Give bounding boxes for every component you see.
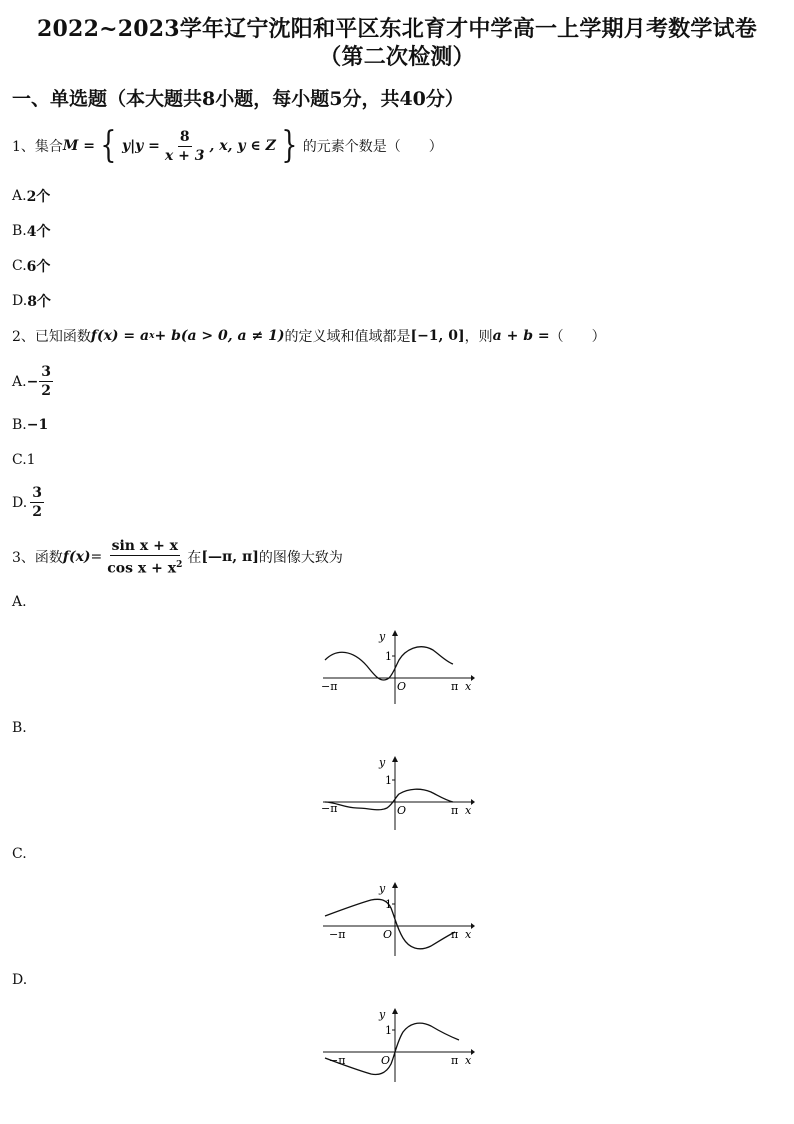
- q3-frac-den-sup: 2: [176, 560, 183, 570]
- pi-label: π: [451, 680, 459, 693]
- origin-label: O: [383, 928, 393, 941]
- q1-set-name: M =: [62, 138, 96, 154]
- y-axis-arrow: [392, 756, 398, 762]
- question-2: [12, 326, 606, 346]
- neg-pi-label: −π: [329, 928, 346, 941]
- option-letter: C.: [12, 846, 27, 862]
- y-axis-arrow: [392, 882, 398, 888]
- q1-prefix: 1、集合: [12, 139, 63, 155]
- option-letter: C.: [12, 258, 27, 274]
- graph-b: [315, 754, 475, 834]
- y-axis-label: y: [379, 756, 386, 769]
- option-letter: A.: [12, 594, 27, 610]
- function-curve: [325, 789, 453, 810]
- exam-subtitle: （第二次检测）: [319, 44, 475, 70]
- y-axis-label: y: [379, 630, 386, 643]
- neg-pi-label: −π: [321, 802, 338, 815]
- q3-option-c[interactable]: [12, 846, 27, 862]
- frac-den: 2: [32, 504, 42, 520]
- q1-option-d[interactable]: [12, 291, 51, 311]
- x-axis-arrow: [471, 675, 475, 681]
- option-text: 6个: [26, 259, 51, 275]
- origin-label: O: [381, 1054, 391, 1067]
- q1-frac-den: x + 3: [164, 147, 205, 164]
- frac-num: 3: [41, 364, 52, 380]
- option-letter: D.: [12, 293, 28, 309]
- y-axis-arrow: [392, 630, 398, 636]
- q1-elem-left: y|y =: [121, 138, 160, 154]
- left-brace: {: [100, 125, 117, 166]
- option-text: 4个: [26, 224, 51, 240]
- option-sign: −: [26, 373, 39, 390]
- option-letter: D.: [12, 972, 28, 988]
- option-text: 2个: [26, 189, 51, 205]
- q3-option-d[interactable]: [12, 972, 27, 988]
- option-text: 8个: [27, 294, 51, 310]
- neg-pi-label: −π: [321, 680, 338, 693]
- q3-option-b[interactable]: [12, 720, 27, 736]
- unit-label: 1: [385, 1024, 392, 1037]
- q3-func: f(x): [62, 549, 91, 566]
- section-heading: 一、单选题（本大题共8小题，每小题5分，共40分）: [12, 88, 464, 110]
- neg-pi-label: −π: [329, 1054, 346, 1067]
- option-letter: A.: [12, 188, 27, 204]
- graph-d: [315, 1006, 475, 1086]
- unit-label: 1: [385, 650, 392, 663]
- q3-frac-num: sin x + x: [111, 538, 179, 554]
- x-axis-label: x: [465, 1054, 472, 1067]
- frac-den: 2: [41, 383, 52, 399]
- q3-option-a[interactable]: [12, 594, 27, 610]
- q1-frac-num: 8: [179, 128, 190, 145]
- q2-ask: a + b =: [492, 328, 550, 344]
- q1-option-b[interactable]: [12, 221, 51, 241]
- option-letter: A.: [12, 373, 27, 390]
- q2-func: f(x) = a: [90, 328, 150, 344]
- q1-option-a[interactable]: [12, 186, 50, 206]
- option-fraction: [30, 485, 44, 520]
- q3-frac-den: [105, 556, 184, 577]
- y-axis-label: y: [379, 882, 386, 895]
- option-letter: C.: [12, 452, 27, 468]
- y-axis-label: y: [379, 1008, 386, 1021]
- option-text: −1: [26, 417, 49, 433]
- q2-exponent: x: [149, 331, 155, 341]
- q2-option-b[interactable]: [12, 417, 48, 433]
- right-brace: }: [281, 125, 298, 166]
- q2-interval: [−1, 0]: [410, 328, 465, 344]
- x-axis-arrow: [471, 1049, 475, 1055]
- graph-c: [315, 880, 475, 960]
- pi-label: π: [451, 1054, 459, 1067]
- question-3: [12, 538, 343, 577]
- x-axis-label: x: [465, 928, 472, 941]
- option-text: 1: [26, 452, 36, 468]
- q2-option-a[interactable]: [12, 364, 56, 399]
- q3-fraction: [105, 538, 184, 577]
- q3-eq: =: [90, 549, 103, 566]
- exam-title: 2022~2023学年辽宁沈阳和平区东北育才中学高一上学期月考数学试卷: [37, 16, 757, 42]
- option-letter: B.: [12, 223, 27, 239]
- x-axis-arrow: [471, 923, 475, 929]
- q2-option-d[interactable]: [12, 485, 47, 520]
- q2-prefix: 2、已知函数: [12, 329, 91, 345]
- q3-middle: 在: [187, 550, 202, 567]
- q1-option-c[interactable]: [12, 256, 50, 276]
- q2-comma: ，则: [464, 329, 493, 345]
- pi-label: π: [451, 928, 459, 941]
- q1-suffix: 的元素个数是（ ）: [302, 139, 443, 155]
- q3-suffix: 的图像大致为: [258, 550, 343, 567]
- x-axis-arrow: [471, 799, 475, 805]
- q1-elem-right: , x, y ∈ Z: [209, 138, 276, 154]
- frac-num: 3: [32, 485, 42, 501]
- pi-label: π: [451, 804, 459, 817]
- q2-func-rest: + b(a > 0, a ≠ 1): [154, 328, 285, 344]
- option-letter: D.: [12, 494, 28, 511]
- graph-a: [315, 628, 475, 708]
- y-axis-arrow: [392, 1008, 398, 1014]
- origin-label: O: [397, 804, 407, 817]
- unit-label: 1: [385, 898, 392, 911]
- unit-label: 1: [385, 774, 392, 787]
- x-axis-label: x: [465, 804, 472, 817]
- option-letter: B.: [12, 720, 27, 736]
- x-axis-label: x: [465, 680, 472, 693]
- q2-middle: 的定义域和值域都是: [284, 329, 411, 345]
- q3-frac-den-main: cos x + x: [107, 560, 177, 577]
- option-letter: B.: [12, 417, 27, 433]
- q2-suffix: （ ）: [549, 329, 606, 345]
- q1-fraction: [163, 129, 207, 164]
- option-fraction: [39, 364, 53, 399]
- question-1: [12, 125, 443, 166]
- origin-label: O: [397, 680, 407, 693]
- q3-prefix: 3、函数: [12, 550, 63, 567]
- q2-option-c[interactable]: [12, 452, 36, 468]
- q3-interval: [—π, π]: [201, 549, 259, 566]
